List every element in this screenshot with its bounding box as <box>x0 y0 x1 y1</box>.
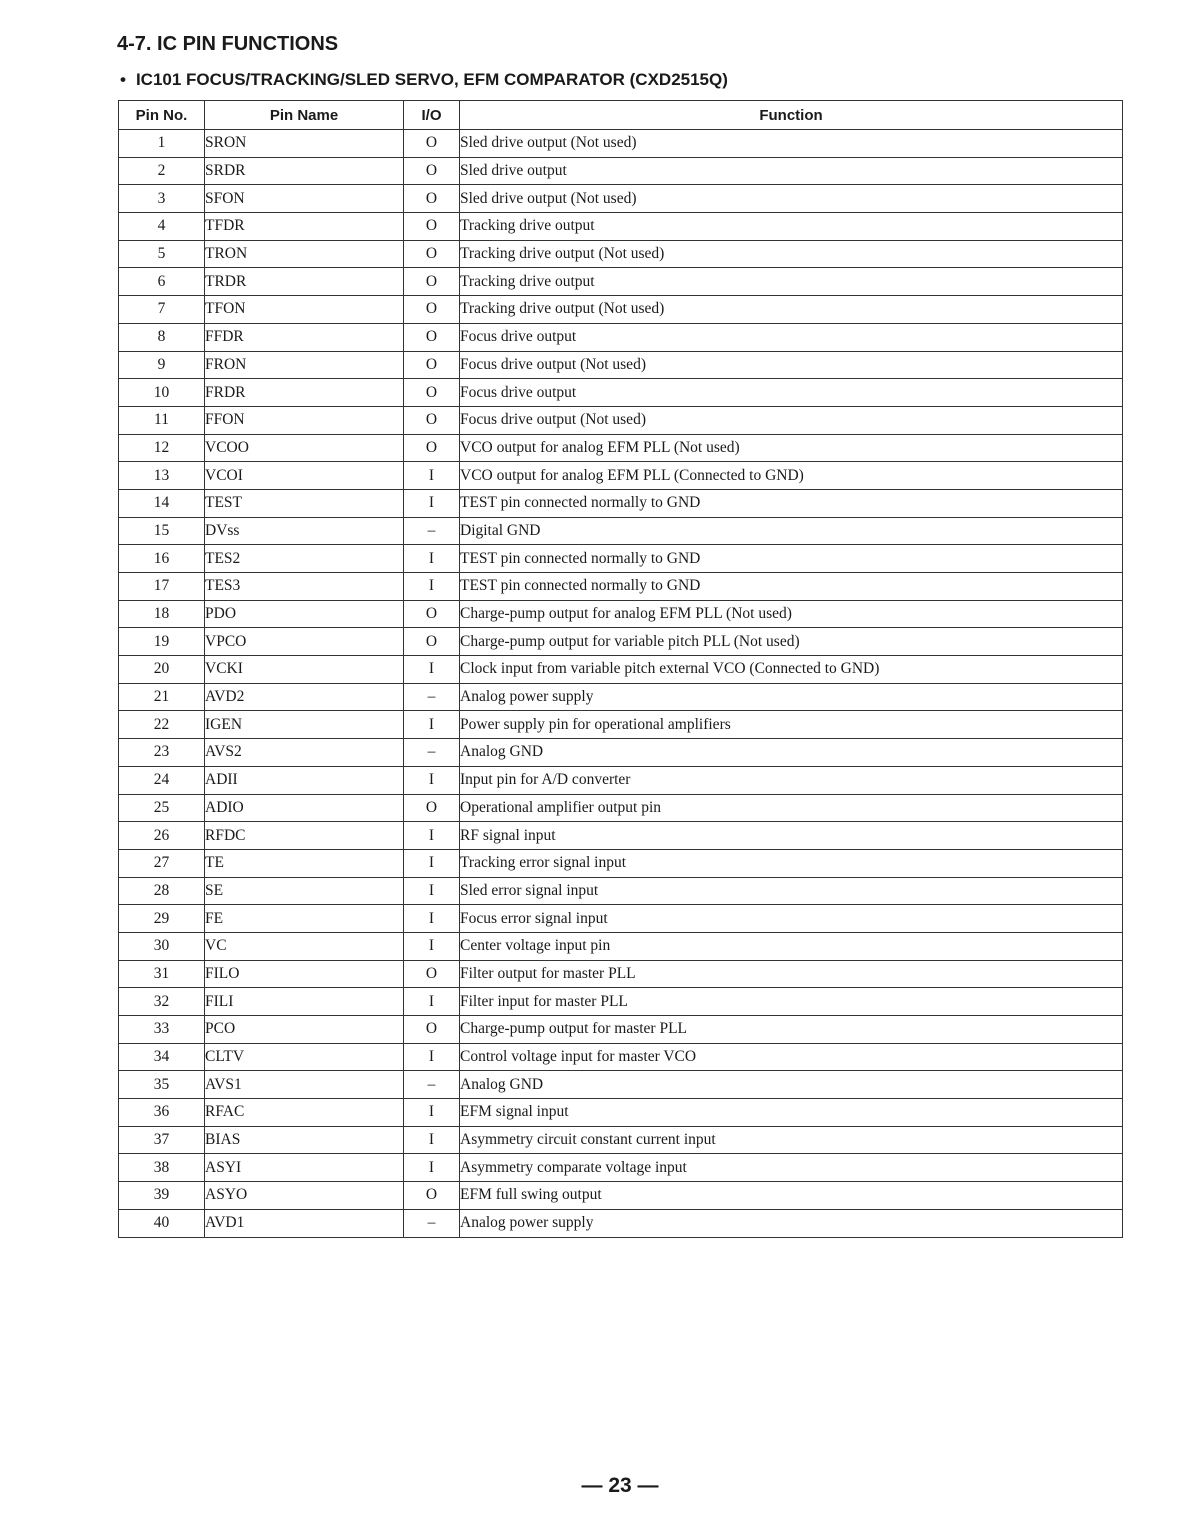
pin-function-cell: Focus error signal input <box>460 905 1123 933</box>
pin-function-cell: Tracking drive output <box>460 213 1123 241</box>
pin-io-cell: I <box>404 1043 460 1071</box>
table-body <box>119 130 1123 1238</box>
table-row <box>119 600 1123 628</box>
pin-function-cell: Center voltage input pin <box>460 932 1123 960</box>
table-row <box>119 1209 1123 1237</box>
pin-function-cell: Focus drive output <box>460 323 1123 351</box>
header-io: I/O <box>404 101 460 130</box>
pin-function-cell: Analog power supply <box>460 1209 1123 1237</box>
table-row <box>119 932 1123 960</box>
pin-io-cell: I <box>404 1154 460 1182</box>
pin-io-cell: O <box>404 240 460 268</box>
pin-function-cell: TEST pin connected normally to GND <box>460 545 1123 573</box>
pin-function-cell: Clock input from variable pitch external VCO (Connected to GND) <box>460 656 1123 684</box>
table-row <box>119 323 1123 351</box>
pin-io-cell: O <box>404 351 460 379</box>
pin-function-cell: VCO output for analog EFM PLL (Connected to GND) <box>460 462 1123 490</box>
pin-function-cell: Charge-pump output for variable pitch PLL (Not used) <box>460 628 1123 656</box>
pin-io-cell: I <box>404 545 460 573</box>
pin-name-cell: FILI <box>205 988 404 1016</box>
pin-number-cell: 2 <box>119 157 205 185</box>
pin-io-cell: O <box>404 960 460 988</box>
pin-io-cell: O <box>404 157 460 185</box>
pin-name-cell: BIAS <box>205 1126 404 1154</box>
pin-name-cell: TFON <box>205 296 404 324</box>
pin-function-cell: Charge-pump output for analog EFM PLL (Not used) <box>460 600 1123 628</box>
pin-number-cell: 7 <box>119 296 205 324</box>
pin-name-cell: FILO <box>205 960 404 988</box>
table-row <box>119 517 1123 545</box>
pin-function-cell: Asymmetry comparate voltage input <box>460 1154 1123 1182</box>
pin-number-cell: 16 <box>119 545 205 573</box>
pin-name-cell: FRDR <box>205 379 404 407</box>
pin-io-cell: O <box>404 1182 460 1210</box>
pin-function-cell: Tracking drive output (Not used) <box>460 296 1123 324</box>
pin-name-cell: PDO <box>205 600 404 628</box>
pin-function-cell: Filter input for master PLL <box>460 988 1123 1016</box>
pin-function-cell: TEST pin connected normally to GND <box>460 573 1123 601</box>
pin-io-cell: – <box>404 1071 460 1099</box>
pin-function-cell: Asymmetry circuit constant current input <box>460 1126 1123 1154</box>
pin-name-cell: ASYI <box>205 1154 404 1182</box>
pin-number-cell: 9 <box>119 351 205 379</box>
table-row <box>119 296 1123 324</box>
table-row <box>119 960 1123 988</box>
table-row <box>119 628 1123 656</box>
pin-io-cell: I <box>404 877 460 905</box>
pin-number-cell: 33 <box>119 1016 205 1044</box>
table-row <box>119 656 1123 684</box>
pin-io-cell: O <box>404 268 460 296</box>
pin-io-cell: I <box>404 905 460 933</box>
pin-name-cell: FE <box>205 905 404 933</box>
pin-function-cell: Power supply pin for operational amplifiers <box>460 711 1123 739</box>
pin-number-cell: 14 <box>119 489 205 517</box>
table-row <box>119 545 1123 573</box>
pin-number-cell: 15 <box>119 517 205 545</box>
pin-io-cell: I <box>404 489 460 517</box>
table-row <box>119 351 1123 379</box>
pin-number-cell: 32 <box>119 988 205 1016</box>
table-row <box>119 766 1123 794</box>
pin-io-cell: I <box>404 462 460 490</box>
pin-function-cell: Analog GND <box>460 739 1123 767</box>
pin-name-cell: AVD1 <box>205 1209 404 1237</box>
pin-io-cell: O <box>404 296 460 324</box>
pin-io-cell: O <box>404 1016 460 1044</box>
pin-function-cell: Focus drive output (Not used) <box>460 406 1123 434</box>
pin-name-cell: ADIO <box>205 794 404 822</box>
pin-io-cell: – <box>404 683 460 711</box>
pin-io-cell: I <box>404 656 460 684</box>
pin-io-cell: I <box>404 711 460 739</box>
pin-name-cell: ADII <box>205 766 404 794</box>
pin-name-cell: AVD2 <box>205 683 404 711</box>
pin-number-cell: 27 <box>119 849 205 877</box>
pin-io-cell: O <box>404 213 460 241</box>
pin-name-cell: TES3 <box>205 573 404 601</box>
pin-io-cell: O <box>404 379 460 407</box>
pin-number-cell: 12 <box>119 434 205 462</box>
pin-name-cell: SRDR <box>205 157 404 185</box>
pin-function-cell: Analog GND <box>460 1071 1123 1099</box>
pin-io-cell: – <box>404 1209 460 1237</box>
table-row <box>119 822 1123 850</box>
pin-function-cell: Focus drive output <box>460 379 1123 407</box>
table-row <box>119 683 1123 711</box>
pin-name-cell: RFAC <box>205 1099 404 1127</box>
table-row <box>119 877 1123 905</box>
header-pin-no: Pin No. <box>119 101 205 130</box>
table-row <box>119 434 1123 462</box>
pin-name-cell: VCOI <box>205 462 404 490</box>
pin-function-cell: Tracking error signal input <box>460 849 1123 877</box>
pin-io-cell: I <box>404 573 460 601</box>
table-row <box>119 794 1123 822</box>
pin-name-cell: TRDR <box>205 268 404 296</box>
pin-number-cell: 26 <box>119 822 205 850</box>
pin-name-cell: FFON <box>205 406 404 434</box>
table-subtitle <box>120 70 728 90</box>
table-row <box>119 905 1123 933</box>
pin-io-cell: O <box>404 600 460 628</box>
pin-function-cell: Sled drive output (Not used) <box>460 185 1123 213</box>
pin-number-cell: 40 <box>119 1209 205 1237</box>
pin-function-cell: TEST pin connected normally to GND <box>460 489 1123 517</box>
pin-io-cell: O <box>404 185 460 213</box>
pin-number-cell: 8 <box>119 323 205 351</box>
table-row <box>119 1071 1123 1099</box>
table-row <box>119 406 1123 434</box>
pin-number-cell: 17 <box>119 573 205 601</box>
pin-io-cell: O <box>404 434 460 462</box>
table-row <box>119 1182 1123 1210</box>
subtitle-text: IC101 FOCUS/TRACKING/SLED SERVO, EFM COMPARATOR (CXD2515Q) <box>135 70 728 89</box>
pin-function-cell: Sled drive output <box>460 157 1123 185</box>
pin-name-cell: TE <box>205 849 404 877</box>
pin-function-cell: Charge-pump output for master PLL <box>460 1016 1123 1044</box>
pin-name-cell: TRON <box>205 240 404 268</box>
table-row <box>119 130 1123 158</box>
pin-io-cell: I <box>404 932 460 960</box>
pin-io-cell: I <box>404 1126 460 1154</box>
pin-name-cell: VC <box>205 932 404 960</box>
pin-number-cell: 18 <box>119 600 205 628</box>
pin-number-cell: 11 <box>119 406 205 434</box>
pin-name-cell: FFDR <box>205 323 404 351</box>
pin-number-cell: 25 <box>119 794 205 822</box>
pin-name-cell: VCKI <box>205 656 404 684</box>
pin-name-cell: SRON <box>205 130 404 158</box>
pin-io-cell: – <box>404 517 460 545</box>
table-row <box>119 849 1123 877</box>
pin-function-cell: EFM full swing output <box>460 1182 1123 1210</box>
bullet-icon: • <box>120 70 126 89</box>
table-row <box>119 1099 1123 1127</box>
pin-io-cell: I <box>404 988 460 1016</box>
pin-number-cell: 38 <box>119 1154 205 1182</box>
pin-io-cell: – <box>404 739 460 767</box>
pin-name-cell: FRON <box>205 351 404 379</box>
table-row <box>119 1126 1123 1154</box>
pin-number-cell: 5 <box>119 240 205 268</box>
pin-function-cell: EFM signal input <box>460 1099 1123 1127</box>
table-row <box>119 711 1123 739</box>
pin-name-cell: CLTV <box>205 1043 404 1071</box>
pin-number-cell: 6 <box>119 268 205 296</box>
pin-number-cell: 20 <box>119 656 205 684</box>
pin-io-cell: O <box>404 406 460 434</box>
pin-io-cell: I <box>404 766 460 794</box>
pin-io-cell: I <box>404 822 460 850</box>
pin-io-cell: O <box>404 130 460 158</box>
pin-number-cell: 24 <box>119 766 205 794</box>
pin-function-cell: Sled drive output (Not used) <box>460 130 1123 158</box>
pin-number-cell: 34 <box>119 1043 205 1071</box>
pin-function-cell: Analog power supply <box>460 683 1123 711</box>
table-row <box>119 462 1123 490</box>
pin-function-table <box>118 100 1123 1238</box>
header-pin-name: Pin Name <box>205 101 404 130</box>
pin-name-cell: VPCO <box>205 628 404 656</box>
table-row <box>119 185 1123 213</box>
pin-function-cell: Input pin for A/D converter <box>460 766 1123 794</box>
header-function: Function <box>460 101 1123 130</box>
pin-io-cell: I <box>404 849 460 877</box>
table-row <box>119 988 1123 1016</box>
pin-number-cell: 36 <box>119 1099 205 1127</box>
pin-number-cell: 31 <box>119 960 205 988</box>
table-header-row <box>119 101 1123 130</box>
pin-number-cell: 37 <box>119 1126 205 1154</box>
pin-name-cell: ASYO <box>205 1182 404 1210</box>
pin-io-cell: O <box>404 323 460 351</box>
pin-function-cell: VCO output for analog EFM PLL (Not used) <box>460 434 1123 462</box>
pin-number-cell: 13 <box>119 462 205 490</box>
pin-number-cell: 39 <box>119 1182 205 1210</box>
table-row <box>119 489 1123 517</box>
table-row <box>119 379 1123 407</box>
pin-function-cell: Tracking drive output (Not used) <box>460 240 1123 268</box>
section-title: 4-7. IC PIN FUNCTIONS <box>117 33 339 55</box>
table-row <box>119 157 1123 185</box>
pin-io-cell: I <box>404 1099 460 1127</box>
pin-io-cell: O <box>404 628 460 656</box>
table-row <box>119 1154 1123 1182</box>
pin-number-cell: 3 <box>119 185 205 213</box>
pin-name-cell: DVss <box>205 517 404 545</box>
pin-function-cell: Focus drive output (Not used) <box>460 351 1123 379</box>
table-row <box>119 739 1123 767</box>
pin-number-cell: 23 <box>119 739 205 767</box>
pin-function-cell: RF signal input <box>460 822 1123 850</box>
pin-number-cell: 1 <box>119 130 205 158</box>
pin-number-cell: 35 <box>119 1071 205 1099</box>
pin-name-cell: TFDR <box>205 213 404 241</box>
pin-name-cell: SE <box>205 877 404 905</box>
pin-number-cell: 19 <box>119 628 205 656</box>
pin-number-cell: 22 <box>119 711 205 739</box>
pin-number-cell: 28 <box>119 877 205 905</box>
table-row <box>119 573 1123 601</box>
table-row <box>119 213 1123 241</box>
pin-number-cell: 29 <box>119 905 205 933</box>
pin-number-cell: 30 <box>119 932 205 960</box>
pin-function-cell: Control voltage input for master VCO <box>460 1043 1123 1071</box>
pin-name-cell: TEST <box>205 489 404 517</box>
table-row <box>119 268 1123 296</box>
pin-number-cell: 4 <box>119 213 205 241</box>
table-row <box>119 1043 1123 1071</box>
pin-number-cell: 10 <box>119 379 205 407</box>
pin-io-cell: O <box>404 794 460 822</box>
pin-function-cell: Sled error signal input <box>460 877 1123 905</box>
table-row <box>119 1016 1123 1044</box>
pin-name-cell: RFDC <box>205 822 404 850</box>
pin-function-cell: Digital GND <box>460 517 1123 545</box>
page-number: — 23 — <box>581 1474 659 1497</box>
pin-function-cell: Filter output for master PLL <box>460 960 1123 988</box>
pin-name-cell: TES2 <box>205 545 404 573</box>
pin-function-cell: Tracking drive output <box>460 268 1123 296</box>
table-row <box>119 240 1123 268</box>
pin-name-cell: VCOO <box>205 434 404 462</box>
pin-name-cell: AVS2 <box>205 739 404 767</box>
pin-name-cell: IGEN <box>205 711 404 739</box>
pin-number-cell: 21 <box>119 683 205 711</box>
pin-name-cell: SFON <box>205 185 404 213</box>
pin-function-cell: Operational amplifier output pin <box>460 794 1123 822</box>
pin-name-cell: AVS1 <box>205 1071 404 1099</box>
pin-name-cell: PCO <box>205 1016 404 1044</box>
